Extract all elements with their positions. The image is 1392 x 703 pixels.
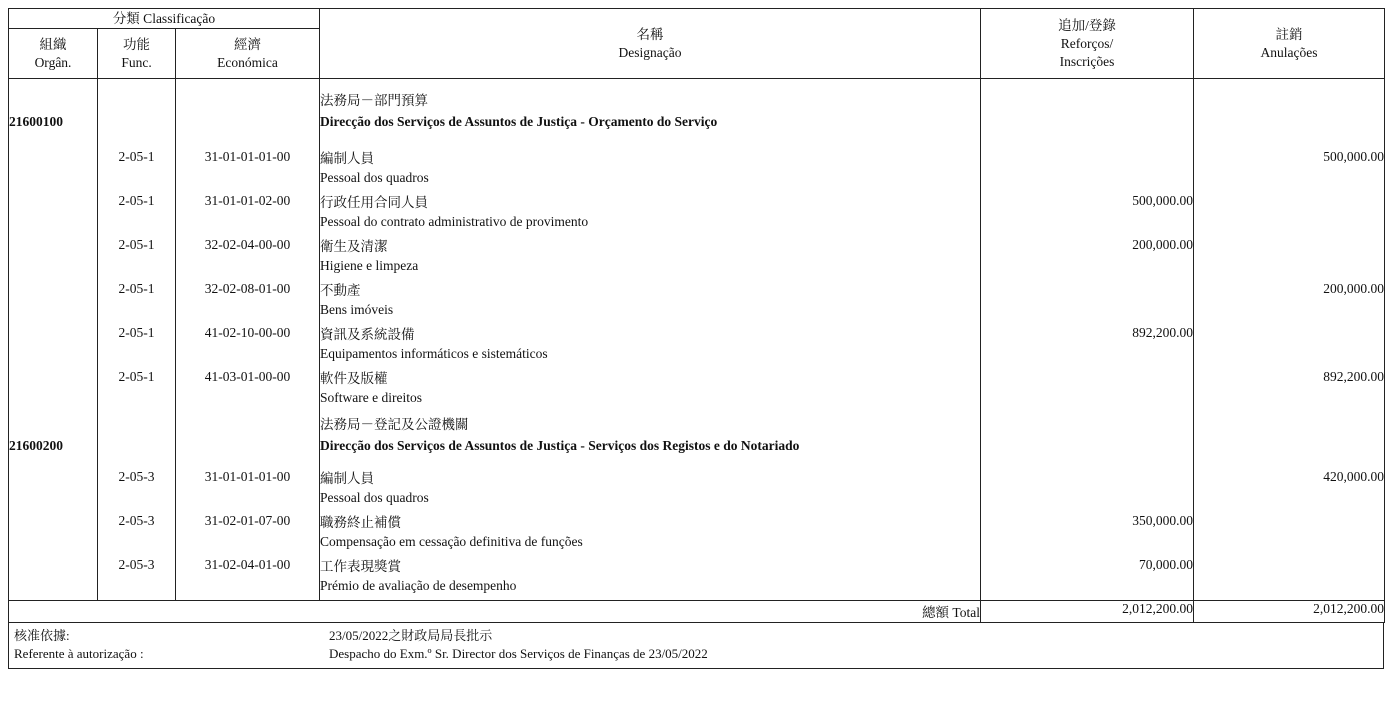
authorization-value-zh: 23/05/2022之財政局局長批示 (329, 628, 493, 643)
func-code: 2-05-1 (98, 281, 176, 325)
reforcos-header-pt2: Inscrições (1059, 53, 1115, 69)
reforco-cell-empty (981, 89, 1194, 149)
authorization-label-pt: Referente à autorização : (14, 646, 144, 661)
item-designation (320, 193, 981, 237)
table-row (9, 325, 1385, 369)
item-name-pt: Pessoal do contrato administrativo de provimento (320, 213, 589, 229)
anulacao-amount (1194, 237, 1385, 281)
table-row (9, 469, 1385, 513)
econ-code: 31-01-01-01-00 (176, 469, 320, 513)
reforcos-header-zh: 追加/登錄 (1058, 17, 1116, 33)
item-name-pt: Prémio de avaliação de desempenho (320, 577, 517, 593)
func-code: 2-05-3 (98, 469, 176, 513)
authorization-label-zh: 核准依據: (14, 628, 70, 643)
func-code: 2-05-3 (98, 557, 176, 601)
reforco-amount: 500,000.00 (981, 193, 1194, 237)
item-designation (320, 281, 981, 325)
section-header-row (9, 89, 1385, 149)
total-row (9, 601, 1385, 623)
anulacao-amount (1194, 193, 1385, 237)
spacer-cell (176, 79, 320, 89)
total-label: 總額 Total (9, 601, 981, 623)
org-header (9, 29, 98, 79)
section-name-pt: Direcção dos Serviços de Assuntos de Justiça - Serviços dos Registos e do Notariado (320, 437, 800, 453)
reforco-amount: 350,000.00 (981, 513, 1194, 557)
econ-code: 32-02-08-01-00 (176, 281, 320, 325)
anulacoes-header (1194, 9, 1385, 79)
anulacao-cell-empty (1194, 89, 1385, 149)
item-name-pt: Higiene e limpeza (320, 257, 419, 273)
item-name-zh: 資訊及系統設備 (320, 326, 415, 342)
org-header-pt: Orgân. (34, 54, 72, 70)
authorization-footer (8, 623, 1384, 669)
func-code: 2-05-1 (98, 325, 176, 369)
anulacao-amount (1194, 325, 1385, 369)
econ-code: 31-02-04-01-00 (176, 557, 320, 601)
item-name-pt: Equipamentos informáticos e sistemáticos (320, 345, 548, 361)
designation-header-pt: Designação (618, 44, 682, 60)
econ-cell-empty (176, 413, 320, 469)
org-cell-empty (9, 237, 98, 281)
item-designation (320, 557, 981, 601)
budget-body (9, 79, 1385, 601)
org-cell-empty (9, 281, 98, 325)
item-name-zh: 行政任用合同人員 (320, 194, 428, 210)
anulacao-amount (1194, 513, 1385, 557)
table-row (9, 369, 1385, 413)
table-row (9, 193, 1385, 237)
section-designation (320, 89, 981, 149)
spacer-cell (981, 79, 1194, 89)
section-name-zh: 法務局－登記及公證機關 (320, 416, 469, 432)
func-cell-empty (98, 89, 176, 149)
table-row (9, 237, 1385, 281)
econ-code: 41-02-10-00-00 (176, 325, 320, 369)
table-row (9, 513, 1385, 557)
anulacao-amount: 500,000.00 (1194, 149, 1385, 193)
econ-header-pt: Económica (217, 54, 278, 70)
total-reforcos: 2,012,200.00 (981, 601, 1194, 623)
spacer-cell (9, 79, 98, 89)
item-name-zh: 工作表現獎賞 (320, 558, 401, 574)
org-cell-empty (9, 513, 98, 557)
classification-header: 分類 Classificação (9, 9, 320, 29)
authorization-value (329, 627, 708, 663)
item-name-zh: 衛生及清潔 (320, 238, 388, 254)
org-cell-empty (9, 193, 98, 237)
func-header-pt: Func. (121, 54, 152, 70)
designation-header (320, 9, 981, 79)
anulacao-amount: 200,000.00 (1194, 281, 1385, 325)
item-name-zh: 編制人員 (320, 150, 374, 166)
total-anulacoes: 2,012,200.00 (1194, 601, 1385, 623)
func-code: 2-05-1 (98, 237, 176, 281)
econ-header (176, 29, 320, 79)
reforco-amount: 892,200.00 (981, 325, 1194, 369)
reforco-amount (981, 469, 1194, 513)
reforco-amount (981, 369, 1194, 413)
reforco-amount (981, 149, 1194, 193)
item-designation (320, 369, 981, 413)
section-name-pt: Direcção dos Serviços de Assuntos de Justiça - Orçamento do Serviço (320, 113, 718, 129)
item-designation (320, 237, 981, 281)
item-name-pt: Software e direitos (320, 389, 422, 405)
spacer-cell (320, 79, 981, 89)
econ-code: 31-02-01-07-00 (176, 513, 320, 557)
table-row (9, 557, 1385, 601)
authorization-label (14, 627, 144, 663)
anulacao-amount: 892,200.00 (1194, 369, 1385, 413)
section-name-zh: 法務局－部門預算 (320, 92, 428, 108)
item-name-pt: Compensação em cessação definitiva de funções (320, 533, 583, 549)
econ-code: 32-02-04-00-00 (176, 237, 320, 281)
econ-cell-empty (176, 89, 320, 149)
item-name-zh: 編制人員 (320, 470, 374, 486)
item-name-pt: Pessoal dos quadros (320, 169, 429, 185)
reforco-cell-empty (981, 413, 1194, 469)
item-designation (320, 469, 981, 513)
econ-code: 41-03-01-00-00 (176, 369, 320, 413)
budget-document (8, 8, 1384, 669)
func-code: 2-05-3 (98, 513, 176, 557)
org-cell-empty (9, 325, 98, 369)
reforcos-header (981, 9, 1194, 79)
org-code: 21600100 (9, 89, 98, 149)
designation-header-zh: 名稱 (636, 26, 664, 42)
org-cell-empty (9, 469, 98, 513)
reforcos-header-pt1: Reforços/ (1060, 35, 1114, 51)
anulacoes-header-zh: 註銷 (1275, 26, 1303, 42)
item-designation (320, 513, 981, 557)
item-designation (320, 325, 981, 369)
anulacoes-header-pt: Anulações (1260, 44, 1318, 60)
func-header-zh: 功能 (123, 36, 150, 52)
item-name-zh: 職務終止補償 (320, 514, 401, 530)
reforco-amount: 70,000.00 (981, 557, 1194, 601)
item-name-pt: Bens imóveis (320, 301, 394, 317)
section-header-row (9, 413, 1385, 469)
spacer-cell (98, 79, 176, 89)
authorization-value-pt: Despacho do Exm.º Sr. Director dos Serviços de Finanças de 23/05/2022 (329, 646, 708, 661)
reforco-amount (981, 281, 1194, 325)
econ-code: 31-01-01-01-00 (176, 149, 320, 193)
budget-table (8, 8, 1385, 623)
table-row (9, 149, 1385, 193)
econ-header-zh: 經濟 (234, 36, 261, 52)
org-cell-empty (9, 557, 98, 601)
econ-code: 31-01-01-02-00 (176, 193, 320, 237)
reforco-amount: 200,000.00 (981, 237, 1194, 281)
spacer-cell (1194, 79, 1385, 89)
anulacao-amount (1194, 557, 1385, 601)
item-name-pt: Pessoal dos quadros (320, 489, 429, 505)
item-designation (320, 149, 981, 193)
anulacao-amount: 420,000.00 (1194, 469, 1385, 513)
func-cell-empty (98, 413, 176, 469)
item-name-zh: 不動產 (320, 282, 361, 298)
func-header (98, 29, 176, 79)
org-cell-empty (9, 369, 98, 413)
func-code: 2-05-1 (98, 149, 176, 193)
table-row (9, 281, 1385, 325)
org-code: 21600200 (9, 413, 98, 469)
org-cell-empty (9, 149, 98, 193)
anulacao-cell-empty (1194, 413, 1385, 469)
func-code: 2-05-1 (98, 369, 176, 413)
org-header-zh: 組織 (39, 36, 67, 52)
item-name-zh: 軟件及版權 (320, 370, 388, 386)
section-designation (320, 413, 981, 469)
func-code: 2-05-1 (98, 193, 176, 237)
